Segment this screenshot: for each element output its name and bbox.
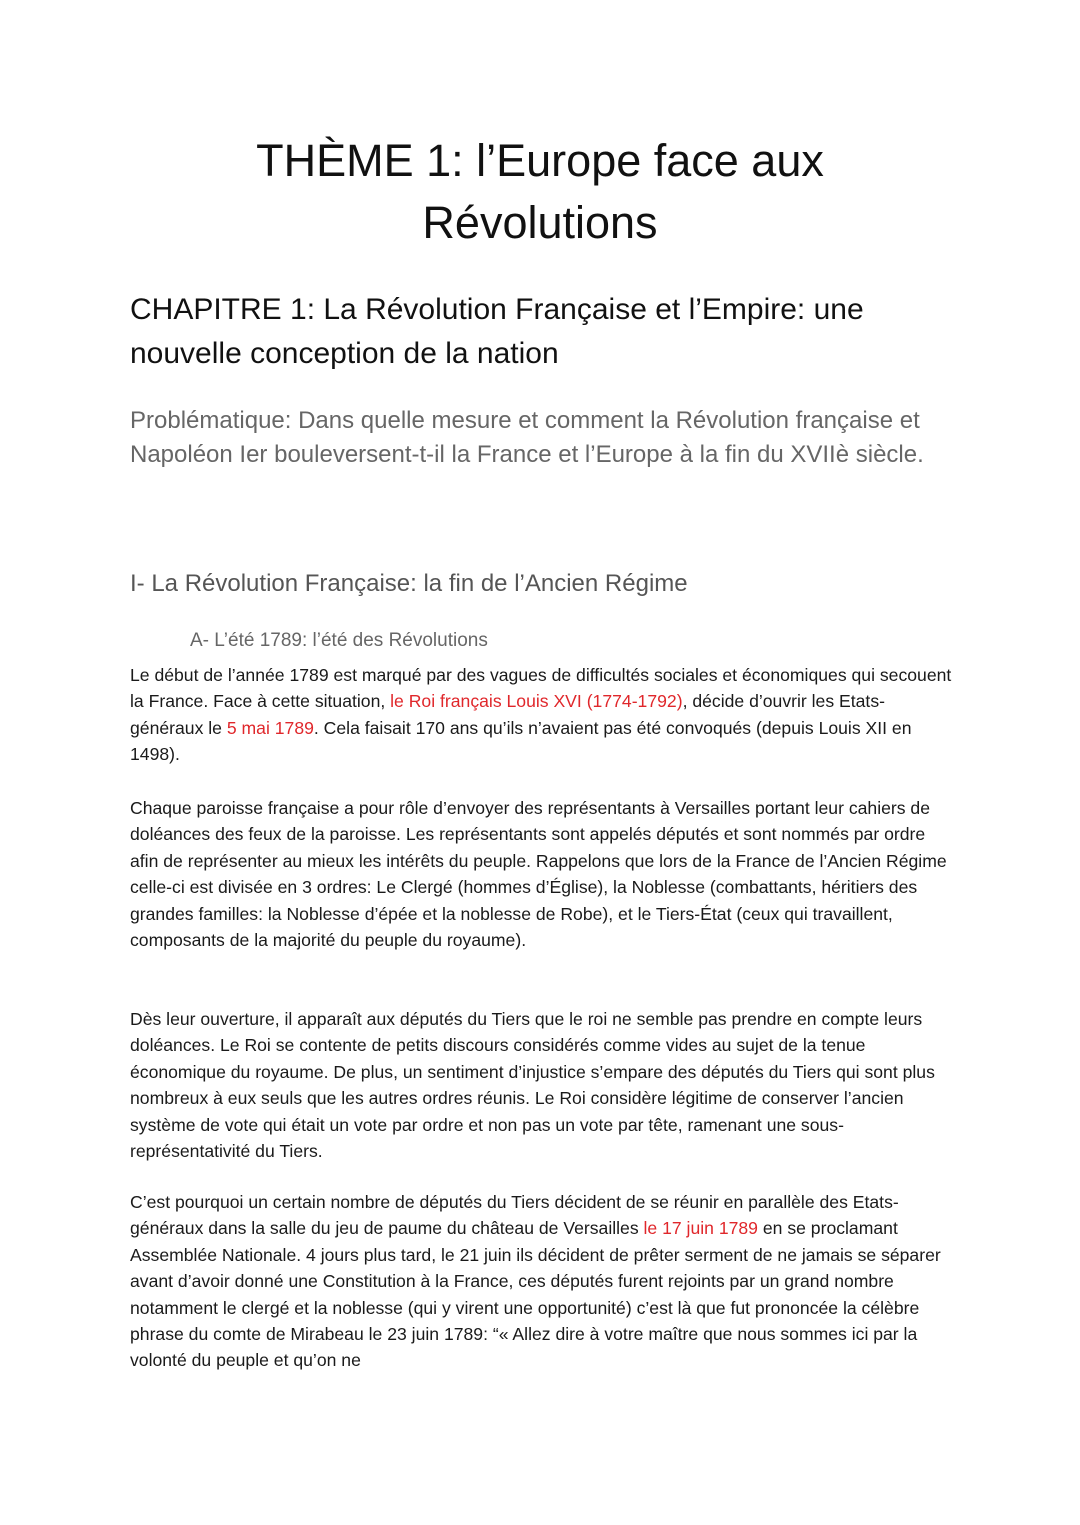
paragraph-4 — [130, 1189, 952, 1374]
document-title-line-2: Révolutions — [422, 197, 658, 248]
problematique-text: Problématique: Dans quelle mesure et comment la Révolution française et Napoléon Ier bouleversent-t-il la France et l’Europe à la fin du XVIIè siècle. — [130, 407, 924, 468]
chapter-heading — [130, 288, 960, 376]
subsection-heading-a: A- L’été 1789: l’été des Révolutions — [190, 630, 488, 651]
chapter-heading-line-1: CHAPITRE 1: La Révolution Française et l’Empire: une — [130, 293, 864, 326]
paragraph-1-text-b: , décide d’ouvrir les Etats-généraux le — [130, 691, 885, 738]
chapter-heading-line-2: nouvelle conception de la nation — [130, 337, 559, 370]
paragraph-1 — [130, 662, 952, 768]
paragraph-3: Dès leur ouverture, il apparaît aux députés du Tiers que le roi ne semble pas prendre en compte leurs doléances. Le Roi se contente de petits discours considérés comme vides au sujet de la tenue économique du royaume. De plus, un sentiment d’injustice s’empare des députés du Tiers qui sont plus nombreux à eux seuls que les autres ordres réunis. Le Roi considère légitime de conserver l’ancien système de vote qui était un vote par ordre et non pas un vote par tête, ramenant une sous-représentativité du Tiers. — [130, 1009, 935, 1162]
paragraph-1-text-a: Le début de l’année 1789 est marqué par des vagues de difficultés sociales et économiques qui secouent la France. Face à cette situation, — [130, 665, 952, 712]
highlight-louis-xvi: le Roi français Louis XVI (1774-1792) — [390, 691, 683, 712]
paragraph-1-text-c: . Cela faisait 170 ans qu’ils n’avaient pas été convoqués (depuis Louis XII en 1498). — [130, 717, 912, 765]
section-heading-i: I- La Révolution Française: la fin de l’Ancien Régime — [130, 570, 688, 597]
document-title — [130, 130, 950, 254]
paragraph-4-text-a: C’est pourquoi un certain nombre de députés du Tiers décident de se réunir en parallèle des Etats-généraux dans la salle du jeu de paume du château de Versailles — [130, 1192, 899, 1239]
paragraph-2: Chaque paroisse française a pour rôle d’envoyer des représentants à Versailles portant leur cahiers de doléances des feux de la paroisse. Les représentants sont appelés députés et sont nommés par ordre afin de représenter au mieux les intérêts du peuple. Rappelons que lors de la France de l’Ancien Régime celle-ci est divisée en 3 ordres: Le Clergé (hommes d’Église), la Noblesse (combattants, héritiers des grandes familles: la Noblesse d’épée et la noblesse de Robe), et le Tiers-État (ceux qui travaillent, composants de la majorité du peuple du royaume). — [130, 798, 947, 951]
highlight-date-5-mai-1789: 5 mai 1789 — [226, 717, 314, 738]
highlight-date-17-juin-1789: le 17 juin 1789 — [643, 1218, 758, 1239]
paragraph-4-text-b: en se proclamant Assemblée Nationale. 4 jours plus tard, le 21 juin ils décident de prêter serment de ne jamais se séparer avant d’avoir donné une Constitution à la France, ces députés furent rejoints par un grand nombre notamment le clergé et la noblesse (qui y virent une opportunité) c’est là que fut prononcée la célèbre phrase du comte de Mirabeau le 23 juin 1789: “« Allez dire à votre maître que nous sommes ici par la volonté du peuple et qu’on ne — [130, 1218, 941, 1371]
document-title-line-1: THÈME 1: l’Europe face aux — [256, 135, 824, 186]
